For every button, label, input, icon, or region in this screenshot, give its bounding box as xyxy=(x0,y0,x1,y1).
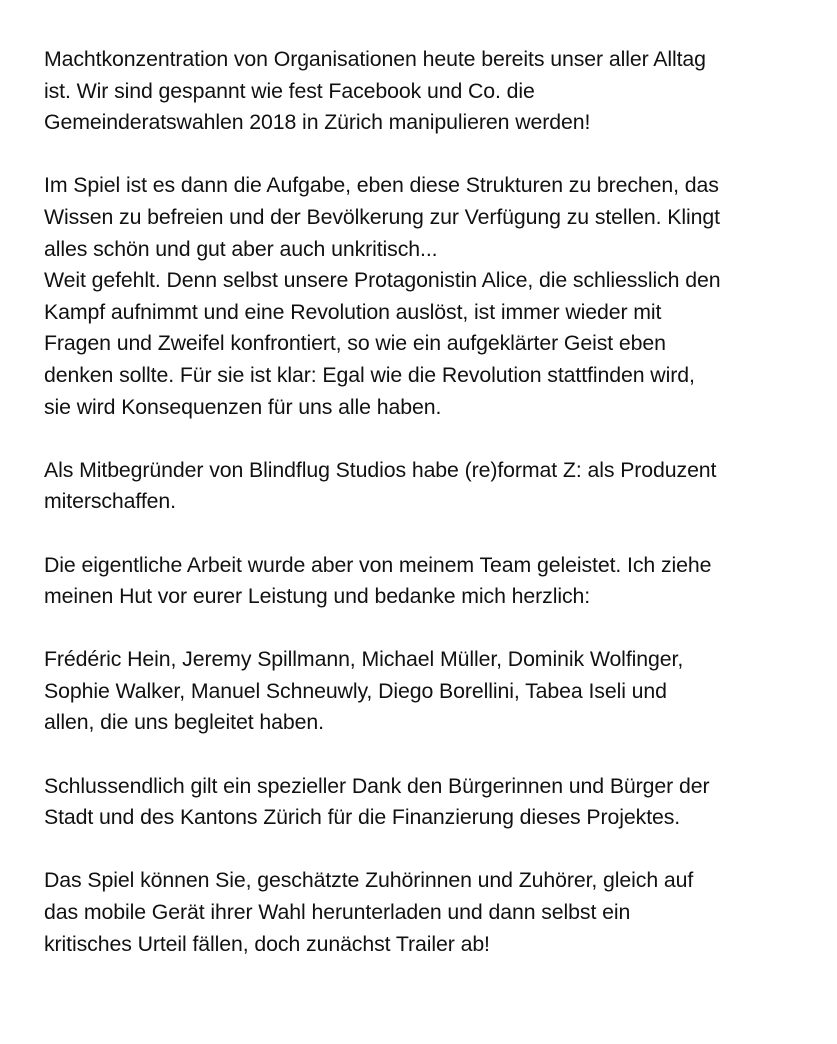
text-line: alles schön und gut aber auch unkritisch... xyxy=(44,236,438,261)
paragraph-team-names xyxy=(44,644,824,739)
text-line: Im Spiel ist es dann die Aufgabe, eben diese Strukturen zu brechen, das xyxy=(44,173,719,198)
paragraph-intro xyxy=(44,44,824,139)
paragraph-game-story xyxy=(44,170,824,423)
text-line: meinen Hut vor eurer Leistung und bedanke mich herzlich: xyxy=(44,584,591,609)
text-line: das mobile Gerät ihrer Wahl herunterladen und dann selbst ein xyxy=(44,900,631,925)
text-line: Weit gefehlt. Denn selbst unsere Protagonistin Alice, die schliesslich den xyxy=(44,268,721,293)
document-page xyxy=(44,44,824,992)
text-line: ist. Wir sind gespannt wie fest Facebook und Co. die xyxy=(44,78,535,103)
text-line: Fragen und Zweifel konfrontiert, so wie ein aufgeklärter Geist eben xyxy=(44,331,666,356)
text-line: Wissen zu befreien und der Bevölkerung zur Verfügung zu stellen. Klingt xyxy=(44,204,720,229)
text-line: Kampf aufnimmt und eine Revolution auslöst, ist immer wieder mit xyxy=(44,299,662,324)
text-line: Schlussendlich gilt ein spezieller Dank den Bürgerinnen und Bürger der xyxy=(44,773,710,798)
text-line: Gemeinderatswahlen 2018 in Zürich manipulieren werden! xyxy=(44,110,591,135)
text-line: Die eigentliche Arbeit wurde aber von meinem Team geleistet. Ich ziehe xyxy=(44,552,712,577)
text-line: kritisches Urteil fällen, doch zunächst Trailer ab! xyxy=(44,931,490,956)
text-line: Als Mitbegründer von Blindflug Studios habe (re)format Z: als Produzent xyxy=(44,457,717,482)
text-line: Frédéric Hein, Jeremy Spillmann, Michael Müller, Dominik Wolfinger, xyxy=(44,647,684,672)
paragraph-citizens-thanks xyxy=(44,771,824,834)
text-line: sie wird Konsequenzen für uns alle haben. xyxy=(44,394,442,419)
text-line: Das Spiel können Sie, geschätzte Zuhörinnen und Zuhörer, gleich auf xyxy=(44,868,694,893)
text-line: Machtkonzentration von Organisationen heute bereits unser aller Alltag xyxy=(44,47,706,71)
text-line: miterschaffen. xyxy=(44,489,176,514)
paragraph-team-thanks xyxy=(44,550,824,613)
text-line: Sophie Walker, Manuel Schneuwly, Diego Borellini, Tabea Iseli und xyxy=(44,678,667,703)
text-line: allen, die uns begleitet haben. xyxy=(44,710,324,735)
text-line: denken sollte. Für sie ist klar: Egal wie die Revolution stattfinden wird, xyxy=(44,362,695,387)
text-line: Stadt und des Kantons Zürich für die Finanzierung dieses Projektes. xyxy=(44,805,681,830)
paragraph-cofounder xyxy=(44,455,824,518)
paragraph-download-trailer xyxy=(44,865,824,960)
